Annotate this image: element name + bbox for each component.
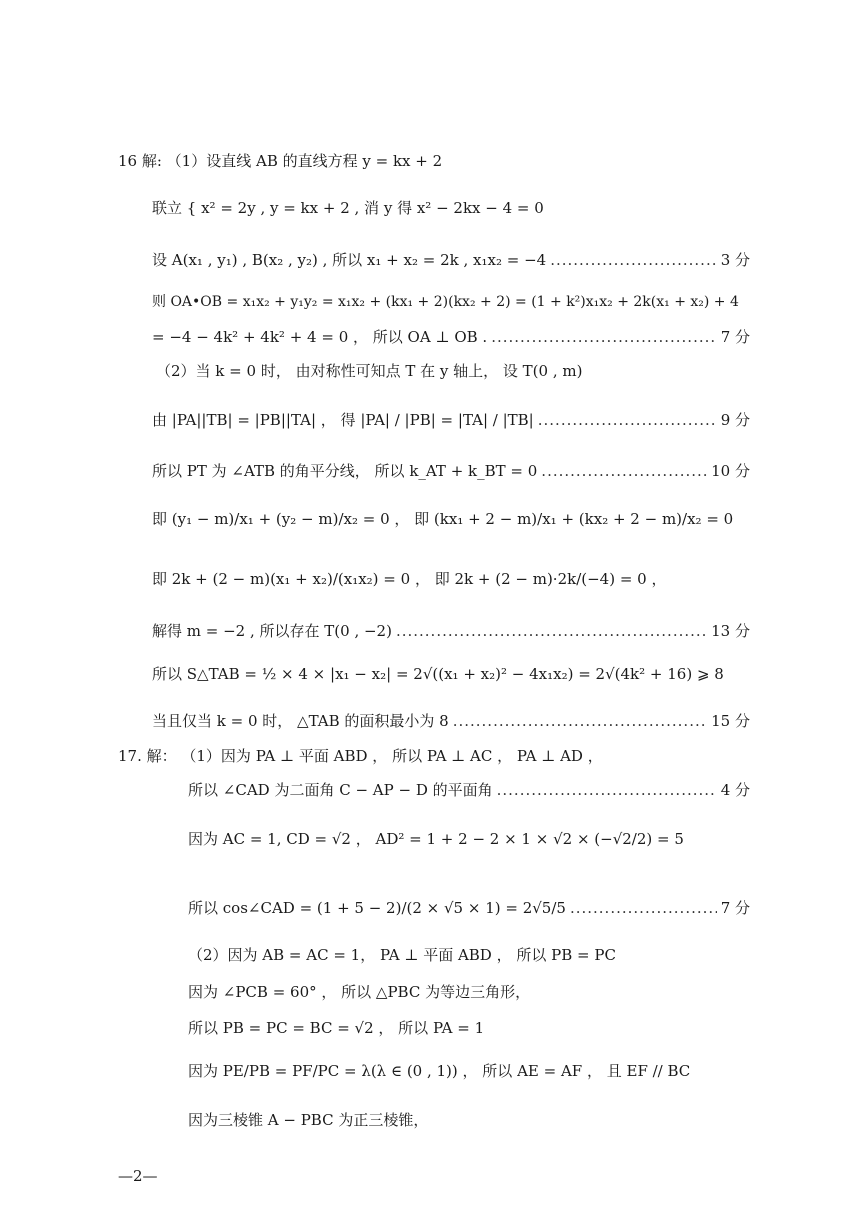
q17-line-4 bbox=[188, 897, 750, 919]
score-label: 9 分 bbox=[720, 411, 750, 429]
leader-dots bbox=[541, 460, 707, 482]
q16-line-6: （2）当 k = 0 时， 由对称性可知点 T 在 y 轴上， 设 T(0 , m) bbox=[156, 362, 583, 380]
q17-line-5: （2）因为 AB = AC = 1， PA ⊥ 平面 ABD ， 所以 PB = PC bbox=[188, 946, 616, 964]
q16-line-3 bbox=[152, 249, 750, 271]
leader-dots bbox=[550, 249, 716, 271]
q16-line-1: 16 解: （1）设直线 AB 的直线方程 y = kx + 2 bbox=[118, 152, 443, 170]
page-number: —2— bbox=[118, 1167, 158, 1185]
score-label: 7 分 bbox=[720, 328, 750, 346]
q16-line-2: 联立 { x² = 2y , y = kx + 2 , 消 y 得 x² − 2kx − 4 = 0 bbox=[152, 199, 544, 217]
leader-dots bbox=[497, 779, 717, 801]
score-label: 3 分 bbox=[720, 251, 750, 269]
q17-line-8: 因为 PE/PB = PF/PC = λ(λ ∈ (0 , 1)) ， 所以 AE = AF ， 且 EF // BC bbox=[188, 1062, 691, 1080]
line-text: 解得 m = −2 , 所以存在 T(0 , −2) bbox=[152, 622, 392, 640]
q17-line-6: 因为 ∠PCB = 60° ， 所以 △PBC 为等边三角形， bbox=[188, 983, 531, 1001]
line-text: 所以 ∠CAD 为二面角 C − AP − D 的平面角 bbox=[188, 781, 493, 799]
line-text: 由 |PA||TB| = |PB||TA| ， 得 |PA| / |PB| = |TA| / |TB| bbox=[152, 411, 534, 429]
q16-line-8 bbox=[152, 460, 750, 482]
q16-line-5 bbox=[152, 326, 750, 348]
q16-line-13 bbox=[152, 710, 750, 732]
q17-line-3: 因为 AC = 1, CD = √2 ， AD² = 1 + 2 − 2 × 1 × √2 × (−√2/2) = 5 bbox=[188, 830, 684, 848]
score-label: 7 分 bbox=[720, 899, 750, 917]
q16-line-10: 即 2k + (2 − m)(x₁ + x₂)/(x₁x₂) = 0 ， 即 2k + (2 − m)·2k/(−4) = 0 ， bbox=[152, 570, 667, 588]
q16-line-12: 所以 S△TAB = ½ × 4 × |x₁ − x₂| = 2√((x₁ + x₂)² − 4x₁x₂) = 2√(4k² + 16) ⩾ 8 bbox=[152, 665, 724, 683]
line-text: 所以 cos∠CAD = (1 + 5 − 2)/(2 × √5 × 1) = 2√5/5 bbox=[188, 899, 566, 917]
line-text: 所以 PT 为 ∠ATB 的角平分线， 所以 k_AT + k_BT = 0 bbox=[152, 462, 538, 480]
leader-dots bbox=[396, 620, 707, 642]
line-text: 设 A(x₁ , y₁) , B(x₂ , y₂) , 所以 x₁ + x₂ = 2k , x₁x₂ = −4 bbox=[152, 251, 547, 269]
score-label: 15 分 bbox=[711, 712, 750, 730]
leader-dots bbox=[491, 326, 717, 348]
q16-line-4: 则 OA•OB = x₁x₂ + y₁y₂ = x₁x₂ + (kx₁ + 2)(kx₂ + 2) = (1 + k²)x₁x₂ + 2k(x₁ + x₂) + 4 bbox=[152, 294, 739, 310]
q17-line-9: 因为三棱锥 A − PBC 为正三棱锥， bbox=[188, 1111, 429, 1129]
score-label: 13 分 bbox=[711, 622, 750, 640]
q16-line-9: 即 (y₁ − m)/x₁ + (y₂ − m)/x₂ = 0 ， 即 (kx₁ + 2 − m)/x₁ + (kx₂ + 2 − m)/x₂ = 0 bbox=[152, 510, 734, 528]
score-label: 10 分 bbox=[711, 462, 750, 480]
leader-dots bbox=[453, 710, 707, 732]
q17-line-7: 所以 PB = PC = BC = √2 ， 所以 PA = 1 bbox=[188, 1019, 485, 1037]
line-text: 当且仅当 k = 0 时， △TAB 的面积最小为 8 bbox=[152, 712, 449, 730]
line-text: = −4 − 4k² + 4k² + 4 = 0 ， 所以 OA ⊥ OB . bbox=[152, 328, 488, 346]
score-label: 4 分 bbox=[720, 781, 750, 799]
q17-line-1: 17. 解： （1）因为 PA ⊥ 平面 ABD ， 所以 PA ⊥ AC ， PA ⊥ AD ， bbox=[118, 747, 603, 765]
leader-dots bbox=[538, 409, 717, 431]
q17-line-2 bbox=[188, 779, 750, 801]
q16-line-7 bbox=[152, 409, 750, 431]
q16-line-11 bbox=[152, 620, 750, 642]
leader-dots bbox=[570, 897, 717, 919]
